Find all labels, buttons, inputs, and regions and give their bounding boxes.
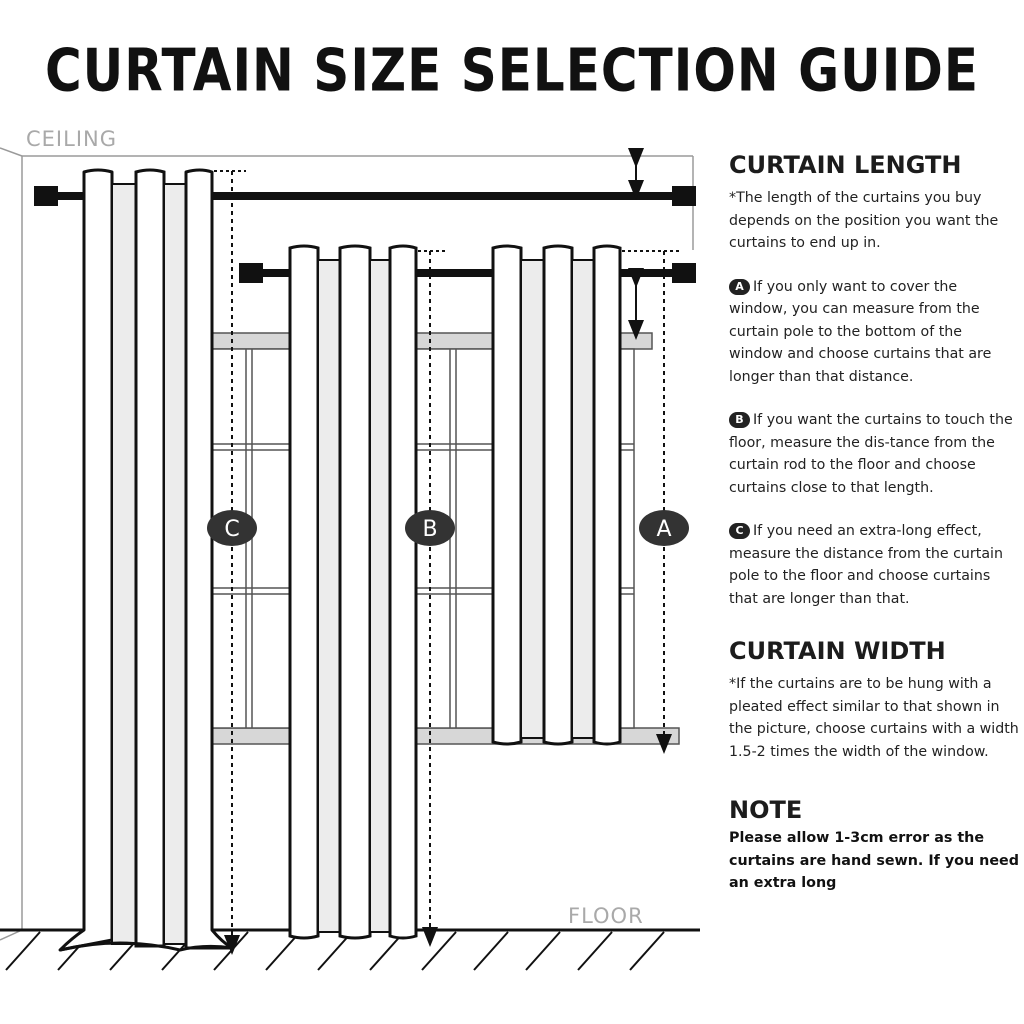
marker-b bbox=[405, 510, 455, 546]
marker-a bbox=[639, 510, 689, 546]
curtain-width-text: *If the curtains are to be hung with a pleated effect similar to that shown in the picture, choose curtains with a width 1.5-2 times the width of the window. bbox=[729, 676, 1019, 760]
length-item-c-text: If you need an extra-long effect, measure the distance from the curtain pole to the floor and choose curtains that are longer than that. bbox=[729, 523, 1003, 607]
note-heading: NOTE bbox=[729, 796, 803, 824]
badge-a: A bbox=[729, 279, 750, 295]
marker-c bbox=[207, 510, 257, 546]
curtain-c bbox=[60, 170, 232, 950]
length-item-c bbox=[729, 520, 1019, 610]
curtain-b bbox=[290, 246, 416, 938]
badge-b: B bbox=[729, 412, 750, 428]
length-item-a-text: If you only want to cover the window, you can measure from the curtain pole to the bottom of the window and choose curtains that are longer than that distance. bbox=[729, 278, 992, 385]
length-item-b-text: If you want the curtains to touch the floor, measure the dis-tance from the curtain rod to the floor and choose curtains close to that length. bbox=[729, 412, 1013, 496]
length-item-a bbox=[729, 276, 1019, 389]
floor-label: FLOOR bbox=[568, 904, 644, 928]
page-title: CURTAIN SIZE SELECTION GUIDE bbox=[44, 36, 979, 105]
curtain-a bbox=[493, 246, 620, 744]
note-text: Please allow 1-3cm error as the curtains are hand sewn. If you need an extra long bbox=[729, 830, 1019, 891]
length-item-b bbox=[729, 409, 1019, 499]
curtain-length-intro: *The length of the curtains you buy depends on the position you want the curtains to end up in. bbox=[729, 190, 999, 251]
curtain-width-heading: CURTAIN WIDTH bbox=[729, 637, 946, 665]
svg-text:A: A bbox=[656, 517, 672, 542]
badge-c: C bbox=[729, 523, 750, 539]
curtain-length-heading: CURTAIN LENGTH bbox=[729, 151, 962, 179]
svg-text:C: C bbox=[224, 517, 240, 542]
ceiling-label: CEILING bbox=[26, 127, 117, 151]
instructions-panel bbox=[729, 150, 1019, 895]
svg-text:B: B bbox=[422, 517, 438, 542]
